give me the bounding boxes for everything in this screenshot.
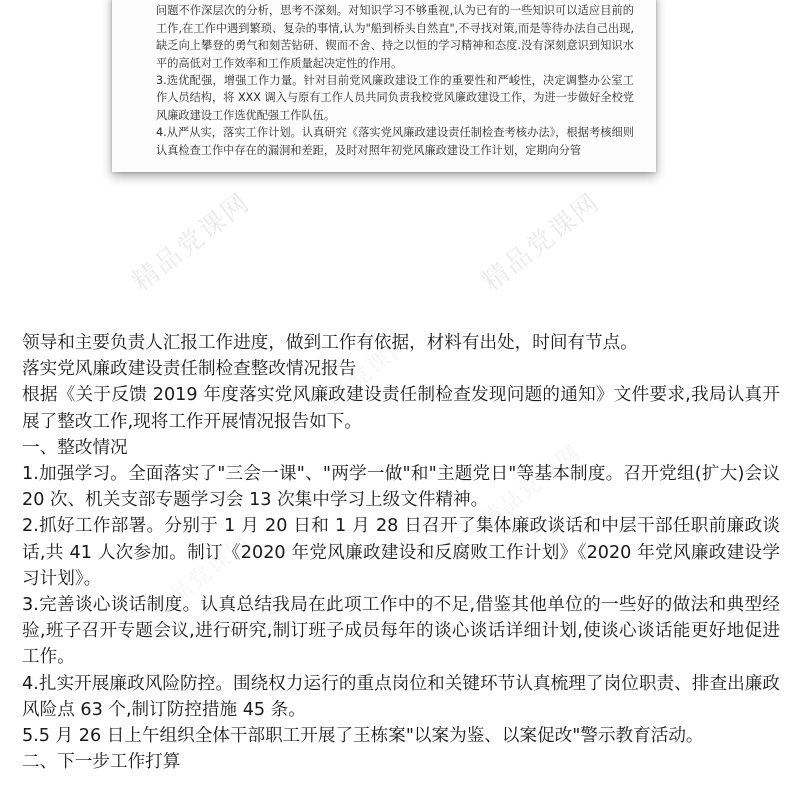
paragraph-basis: 根据《关于反馈 2019 年度落实党风廉政建设责任制检查发现问题的通知》文件要求,我局认真开展了整改工作,现将工作开展情况报告如下。 (22, 385, 780, 432)
watermark: 精品党课网 (146, 530, 257, 624)
document-title: 落实党风廉政建设责任制检查整改情况报告 (22, 359, 357, 380)
watermark: 精品党课网 (127, 187, 256, 298)
item-1: 1.加强学习。全面落实了"三会一课"、"两学一做"和"主题党日"等基本制度。召开党组(扩大)会议 20 次、机关支部专题学习会 13 次集中学习上级文件精神。 (22, 464, 780, 511)
section-heading-1: 一、整改情况 (22, 437, 128, 458)
section-heading-2: 二、下一步工作打算 (22, 752, 181, 773)
document-body (22, 330, 780, 775)
scan-paragraph: 4.从严从实，落实工作计划。认真研究《落实党风廉政建设责任制检查考核办法》，根据考核细则认真检查工作中存在的漏洞和差距，及时对照年初党风廉政建设工作计划，定期向分管 (156, 126, 634, 157)
watermark: 精品党课网 (306, 330, 417, 424)
scan-paragraph: 问题不作深层次的分析，思考不深刻。对知识学习不够重视,认为已有的一些知识可以适应目前的工作,在工作中遇到繁琐、复杂的事情,认为"船到桥头自然直",不寻找对策,而是等待办法自己出现,缺乏向上攀登的勇气和刻苦钻研、锲而不舍、持之以恒的学习精神和态度.没有深刻意识到知识水平的高低对工作效率和工作质量起决定性的作用。 (156, 4, 634, 70)
paragraph-intro: 领导和主要负责人汇报工作进度，做到工作有依据，材料有出处，时间有节点。 (22, 333, 638, 353)
item-2: 2.抓好工作部署。分别于 1 月 20 日和 1 月 28 日召开了集体廉政谈话和中层干部任职前廉政谈话,共 41 人次参加。制订《2020 年党风廉政建设和反腐败工作计划》《2020 年党风廉政建设学习计划》。 (22, 516, 780, 589)
scan-paragraph: 3.选优配强，增强工作力量。针对目前党风廉政建设工作的重要性和严峻性，决定调整办公室工作人员结构，将 XXX 调入与原有工作人员共同负责我校党风廉政建设工作，为进一步做好全校党风廉政建设工作选优配强工作队伍。 (156, 74, 634, 122)
item-4: 4.扎实开展廉政风险防控。围绕权力运行的重点岗位和关键环节认真梳理了岗位职责、排查出廉政风险点 63 个,制订防控措施 45 条。 (22, 673, 780, 720)
item-3: 3.完善谈心谈话制度。认真总结我局在此项工作中的不足,借鉴其他单位的一些好的做法和典型经验,班子召开专题会议,进行研究,制订班子成员每年的谈心谈话详细计划,使谈心谈话能更好地促进工作。 (22, 595, 780, 668)
scanned-page-image (112, 0, 656, 172)
watermark: 精品党课网 (476, 440, 587, 534)
watermark: 精品党课网 (477, 187, 606, 298)
scanned-page-text (156, 0, 634, 159)
item-5: 5.5 月 26 日上午组织全体干部职工开展了王栋案"以案为鉴、以案促改"警示教育活动。 (22, 726, 704, 747)
